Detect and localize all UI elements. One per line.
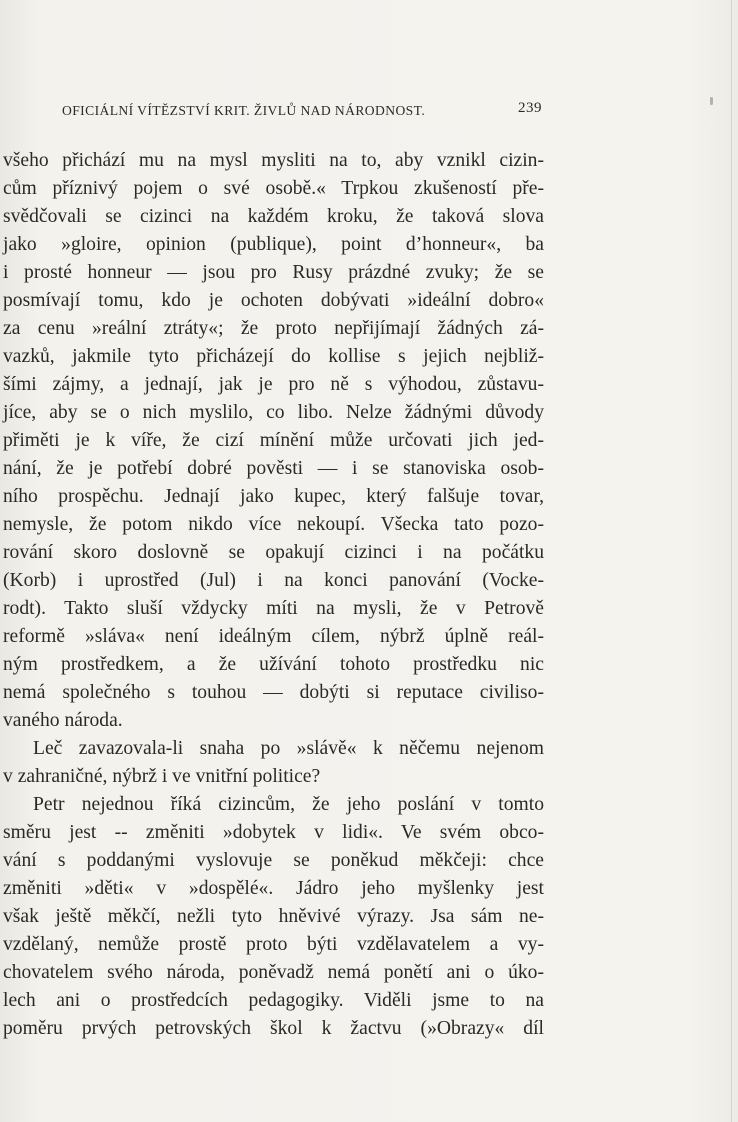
text-line: rodt). Takto sluší vždycky míti na mysli, že v Petrově <box>3 598 544 619</box>
text-line: směru jest -- změniti »dobytek v lidi«. Ve svém obco- <box>3 822 544 843</box>
text-line: ního prospěchu. Jednají jako kupec, který falšuje tovar, <box>3 486 544 507</box>
paragraph-first-line: Leč zavazovala-li snaha po »slávě« k něčemu nejenom <box>33 738 544 759</box>
text-line: chovatelem svého národa, poněvadž nemá ponětí ani o úko- <box>3 962 544 983</box>
text-line: jako »gloire, opinion (publique), point d’honneur«, ba <box>3 234 544 255</box>
text-line: vazků, jakmile tyto přicházejí do kollise s jejich nejbliž- <box>3 346 544 367</box>
text-line: posmívají tomu, kdo je ochoten dobývati »ideální dobro« <box>3 290 544 311</box>
text-line: všeho přichází mu na mysl mysliti na to, aby vznikl cizin- <box>3 150 544 171</box>
text-line: šími zájmy, a jednají, jak je pro ně s výhodou, zůstavu- <box>3 374 544 395</box>
paragraph-first-line: Petr nejednou říká cizincům, že jeho poslání v tomto <box>33 794 544 815</box>
page-number: 239 <box>518 100 542 116</box>
text-line: vzdělaný, nemůže prostě proto býti vzdělavatelem a vy- <box>3 934 544 955</box>
page-edge <box>731 0 732 1122</box>
text-line: cům příznivý pojem o své osobě.« Trpkou zkušeností pře- <box>3 178 544 199</box>
running-title: OFICIÁLNÍ VÍTĚZSTVÍ KRIT. ŽIVLŮ NAD NÁRODNOST. <box>62 103 426 118</box>
text-line: ným prostředkem, a že užívání tohoto prostředku nic <box>3 654 544 675</box>
text-line: v zahraničné, nýbrž i ve vnitřní politice? <box>3 766 321 787</box>
text-line: jíce, aby se o nich myslilo, co libo. Nelze žádnými důvody <box>3 402 544 423</box>
text-line: rování skoro doslovně se opakují cizinci i na počátku <box>3 542 544 563</box>
text-line: svědčovali se cizinci na každém kroku, že taková slova <box>3 206 544 227</box>
margin-speck <box>710 97 713 105</box>
running-header <box>62 100 542 124</box>
text-line: přiměti je k víře, že cizí mínění může určovati jich jed- <box>3 430 544 451</box>
text-line: změniti »děti« v »dospělé«. Jádro jeho myšlenky jest <box>3 878 544 899</box>
text-line: nemysle, že potom nikdo více nekoupí. Všecka tato pozo- <box>3 514 544 535</box>
text-line: nání, že je potřebí dobré pověsti — i se stanoviska osob- <box>3 458 544 479</box>
text-line: i prosté honneur — jsou pro Rusy prázdné zvuky; že se <box>3 262 544 283</box>
text-line: poměru prvých petrovských škol k žactvu (»Obrazy« díl <box>3 1018 544 1039</box>
text-line: nemá společného s touhou — dobýti si reputace civiliso- <box>3 682 544 703</box>
text-line: vaného národa. <box>3 710 123 731</box>
text-line: reformě »sláva« není ideálným cílem, nýbrž úplně reál- <box>3 626 544 647</box>
text-line: však ještě měkčí, nežli tyto hněvivé výrazy. Jsa sám ne- <box>3 906 544 927</box>
text-line: lech ani o prostředcích pedagogiky. Viděli jsme to na <box>3 990 544 1011</box>
text-line: vání s poddanými vyslovuje se poněkud měkčeji: chce <box>3 850 544 871</box>
text-line: (Korb) i uprostřed (Jul) i na konci panování (Vocke- <box>3 570 544 591</box>
text-line: za cenu »reální ztráty«; že proto nepřijímají žádných zá- <box>3 318 544 339</box>
